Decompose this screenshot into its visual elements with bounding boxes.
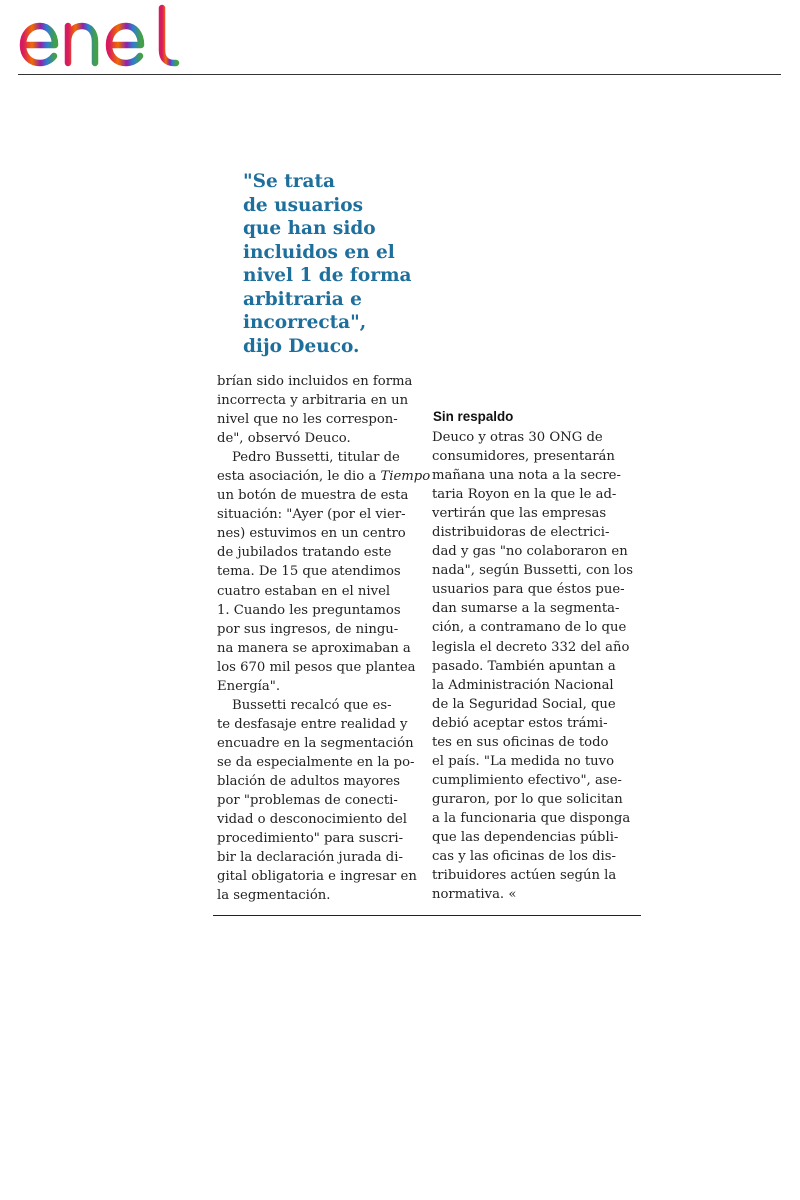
article-line: gital obligatoria e ingresar en	[217, 869, 417, 885]
article-line: que las dependencias públi-	[432, 829, 619, 845]
article-line: situación: "Ayer (por el vier-	[217, 507, 406, 523]
article-line: la Administración Nacional	[432, 677, 614, 693]
article-column-right	[432, 428, 633, 904]
article-line: ción, a contramano de lo que	[432, 620, 627, 636]
article-line: vertirán que las empresas	[432, 506, 607, 522]
pull-quote-line: de usuarios	[243, 194, 363, 216]
pull-quote-line: arbitraria e	[243, 288, 362, 310]
pull-quote-line: incluidos en el	[243, 241, 395, 263]
pull-quote-line: que han sido	[243, 218, 376, 239]
article-line: por "problemas de conecti-	[217, 793, 398, 809]
article-line: incorrecta y arbitraria en un	[217, 393, 409, 409]
article-line: usuarios para que éstos pue-	[432, 582, 625, 598]
article-line: esta asociación, le dio a Tiempo	[217, 469, 431, 485]
article-line: procedimiento" para suscri-	[217, 831, 404, 847]
pull-quote	[243, 170, 443, 358]
article-line: Pedro Bussetti, titular de	[232, 450, 400, 466]
article-line: 1. Cuando les preguntamos	[217, 602, 401, 618]
article-line: Bussetti recalcó que es-	[232, 697, 392, 713]
article-line: vidad o desconocimiento del	[217, 812, 408, 828]
article-line: tes en sus oficinas de todo	[432, 734, 609, 750]
article-line: la segmentación.	[217, 888, 331, 904]
article-line: dad y gas "no colaboraron en	[432, 544, 628, 560]
article-line: encuadre en la segmentación	[217, 735, 414, 751]
article-line: dan sumarse a la segmenta-	[432, 601, 620, 617]
article-end-rule	[213, 915, 641, 916]
article-line: cumplimiento efectivo", ase-	[432, 772, 622, 788]
article-line: los 670 mil pesos que plantea	[217, 659, 416, 675]
pull-quote-line: incorrecta",	[243, 312, 367, 333]
article-line: el país. "La medida no tuvo	[432, 753, 615, 769]
article-line: a la funcionaria que disponga	[432, 810, 631, 826]
article-column-left	[217, 372, 431, 905]
article-line: nes) estuvimos en un centro	[217, 526, 406, 542]
article-line: blación de adultos mayores	[217, 773, 401, 789]
header-divider	[18, 74, 781, 75]
article-line: Energía".	[217, 678, 281, 694]
article-line: mañana una nota a la secre-	[432, 468, 621, 484]
article-line: tribuidores actúen según la	[432, 868, 617, 884]
enel-logo	[16, 4, 186, 68]
article-line: debió aceptar estos trámi-	[432, 715, 608, 731]
article-line: na manera se aproximaban a	[217, 640, 411, 656]
article-line: de jubilados tratando este	[217, 545, 392, 561]
article-line: nada", según Bussetti, con los	[432, 563, 633, 579]
section-subheading: Sin respaldo	[433, 409, 514, 424]
article-line: un botón de muestra de esta	[217, 488, 409, 504]
article-line: legisla el decreto 332 del año	[432, 639, 630, 655]
article-line: por sus ingresos, de ningu-	[217, 621, 399, 637]
article-line: cuatro estaban en el nivel	[217, 583, 391, 599]
article-line: consumidores, presentarán	[432, 449, 615, 465]
article-line: tema. De 15 que atendimos	[217, 564, 401, 580]
article-line: guraron, por lo que solicitan	[432, 791, 623, 807]
article-line: bir la declaración jurada di-	[217, 850, 403, 866]
publication-name: Tiempo	[380, 469, 431, 485]
article-line: brían sido incluidos en forma	[217, 374, 413, 389]
article-line: nivel que no les correspon-	[217, 412, 398, 428]
article-line: de", observó Deuco.	[217, 431, 351, 447]
article-line: pasado. También apuntan a	[432, 658, 616, 674]
pull-quote-line: dijo Deuco.	[243, 335, 360, 357]
pull-quote-line: nivel 1 de forma	[243, 265, 412, 286]
article-line: se da especialmente en la po-	[217, 754, 415, 770]
article-line: cas y las oficinas de los dis-	[432, 849, 616, 865]
pull-quote-line: "Se trata	[243, 171, 336, 192]
article-line: distribuidoras de electrici-	[432, 525, 610, 541]
article-line: taria Royon en la que le ad-	[432, 487, 617, 503]
article-line: normativa. «	[432, 887, 517, 903]
article-line: te desfasaje entre realidad y	[217, 716, 408, 732]
article-line: de la Seguridad Social, que	[432, 696, 616, 712]
article-line: Deuco y otras 30 ONG de	[432, 430, 603, 445]
